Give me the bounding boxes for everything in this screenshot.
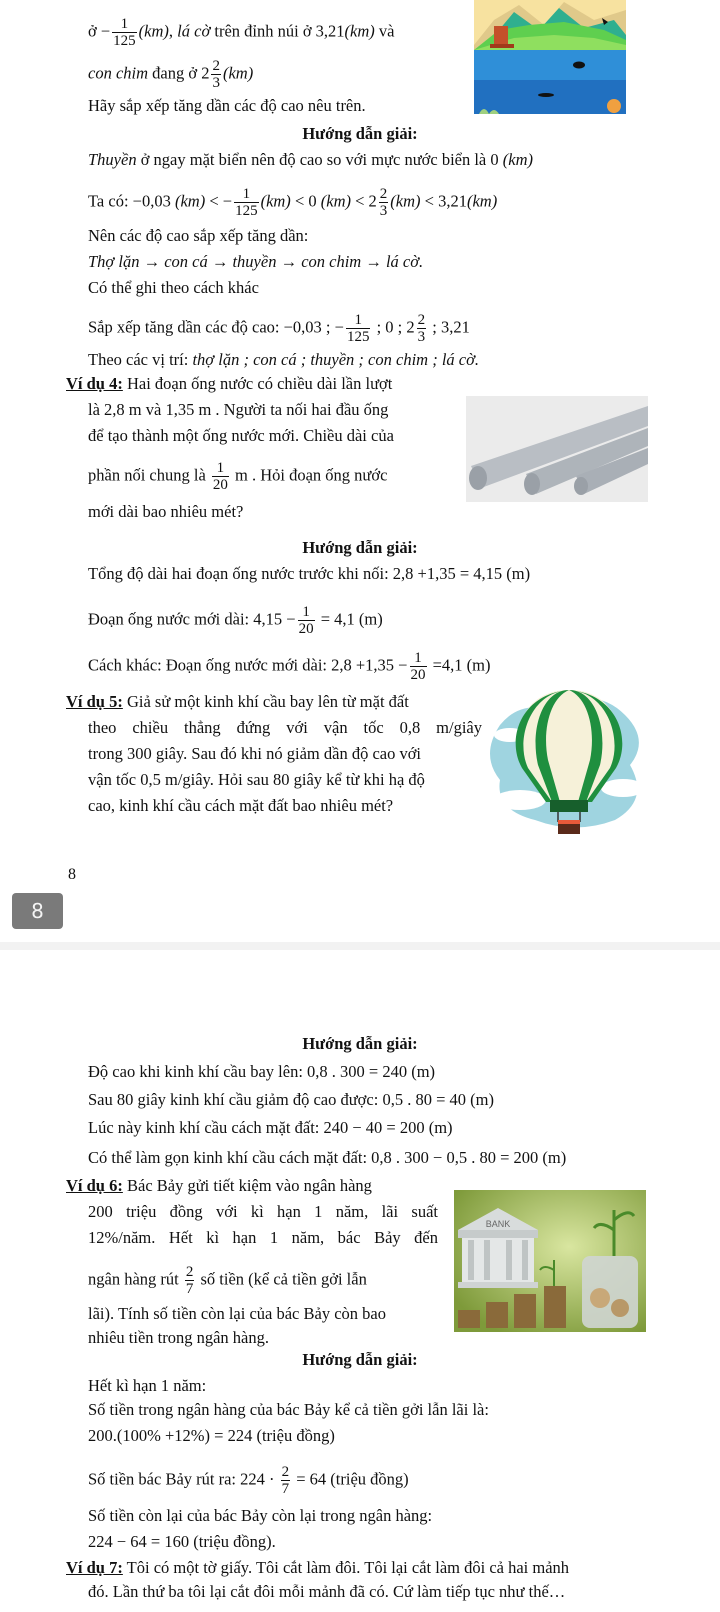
text: ; 0 ; 2: [372, 317, 415, 337]
solution-line: 200.(100% +12%) = 224 (triệu đồng): [88, 1426, 335, 1445]
example-label: Ví dụ 6:: [66, 1176, 123, 1195]
minus-sign: −: [100, 21, 111, 41]
fraction-denominator: 20: [410, 667, 426, 683]
unit: (km): [222, 63, 254, 83]
text: Số tiền bác Bảy rút ra: 224 ·: [88, 1469, 279, 1489]
example-5-line-1: [66, 692, 409, 712]
example-6-line-2: 200 triệu đồng với kì hạn 1 năm, lãi suất: [88, 1202, 438, 1221]
hot-air-balloon-illustration: [490, 680, 648, 838]
text: < 0: [290, 191, 321, 211]
unit: (km): [390, 191, 421, 211]
fraction: [298, 604, 315, 637]
text: Ta có: −0,03: [88, 191, 175, 211]
intro-line-1: [88, 16, 394, 49]
example-5-line-2: theo chiều thẳng đứng với vận tốc 0,8 m/giây: [88, 718, 482, 737]
fraction-denominator: 20: [212, 477, 228, 493]
text: Theo các vị trí:: [88, 350, 193, 369]
example-4-line-5: mới dài bao nhiêu mét?: [88, 502, 244, 521]
fraction: [281, 1464, 291, 1497]
fraction-numerator: 2: [379, 186, 388, 202]
solution-heading: Hướng dẫn giải:: [302, 124, 418, 143]
text: trên đỉnh núi ở 3,21: [210, 21, 345, 41]
fraction-numerator: 2: [281, 1464, 290, 1480]
term-thuyen: Thuyền: [88, 150, 137, 169]
intro-line-2: [88, 58, 253, 91]
solution-line: [88, 350, 479, 370]
text: Hai đoạn ống nước có chiều dài lần lượt: [122, 374, 393, 393]
fraction-denominator: 3: [417, 329, 426, 345]
fraction: [211, 58, 221, 91]
example-5-line-5: cao, kinh khí cầu cách mặt đất bao nhiêu mét?: [88, 796, 394, 815]
order-sequence: Thợ lặn → con cá → thuyền → con chim → lá cờ.: [88, 252, 424, 271]
solution-line: 224 − 64 = 160 (triệu đồng).: [88, 1532, 276, 1551]
solution-line: Số tiền còn lại của bác Bảy còn lại trong ngân hàng:: [88, 1506, 433, 1525]
fraction-numerator: 1: [410, 650, 427, 667]
fraction-denominator: 125: [113, 33, 136, 49]
text: Tôi có một tờ giấy. Tôi cắt làm đôi. Tôi lại cắt làm đôi cả hai mảnh: [122, 1558, 570, 1577]
fraction: [379, 186, 389, 219]
positions-list: thợ lặn ; con cá ; thuyền ; con chim ; lá cờ.: [192, 350, 480, 369]
text: =4,1 (m): [428, 655, 491, 675]
example-5-line-4: vận tốc 0,5 m/giây. Hỏi sau 80 giây kể từ khi hạ độ: [88, 770, 425, 789]
bank-sign: BANK: [485, 1219, 511, 1229]
solution-line: Số tiền trong ngân hàng của bác Bảy kể cả tiền gởi lẫn lãi là:: [88, 1400, 489, 1419]
text: đang ở 2: [148, 63, 210, 83]
inequality-line: [88, 186, 497, 219]
intro-line-3: Hãy sắp xếp tăng dần các độ cao nêu trên.: [88, 96, 366, 115]
text: Đoạn ống nước mới dài: 4,15 −: [88, 609, 296, 629]
example-7-line-2: đó. Lần thứ ba tôi lại cắt đôi mỗi mảnh đã có. Cứ làm tiếp tục như thế…: [88, 1582, 566, 1601]
unit: (km): [466, 191, 498, 211]
fraction-numerator: 1: [346, 312, 371, 329]
fraction: [417, 312, 427, 345]
fraction-numerator: 1: [298, 604, 315, 621]
water-pipes-photo: [466, 396, 648, 502]
example-7-line-1: [66, 1558, 569, 1578]
example-label: Ví dụ 7:: [66, 1558, 123, 1577]
solution-line: Sau 80 giây kinh khí cầu giảm độ cao được: 0,5 . 80 = 40 (m): [88, 1090, 494, 1109]
fraction: [234, 186, 259, 219]
text: ở: [88, 21, 101, 41]
solution-line: Có thể ghi theo cách khác: [88, 278, 259, 297]
fraction-denominator: 7: [281, 1481, 290, 1497]
solution-line: Độ cao khi kinh khí cầu bay lên: 0,8 . 300 = 240 (m): [88, 1062, 436, 1081]
fraction-numerator: 1: [212, 460, 229, 477]
fraction: [346, 312, 371, 345]
term-con-chim: con chim: [88, 63, 149, 83]
example-5-line-3: trong 300 giây. Sau đó khi nó giảm dần độ cao với: [88, 744, 422, 763]
fraction: [185, 1264, 195, 1297]
example-6-line-5: lãi). Tính số tiền còn lại của bác Bảy còn bao: [88, 1304, 386, 1323]
example-4-line-4: [88, 460, 387, 493]
unit: (km): [344, 21, 375, 41]
sorted-values-line: [88, 312, 470, 345]
text: < 3,21: [420, 191, 467, 211]
solution-line: [88, 1464, 409, 1497]
solution-heading: Hướng dẫn giải:: [302, 1034, 418, 1053]
solution-line: Hết kì hạn 1 năm:: [88, 1376, 207, 1395]
page-number: 8: [68, 866, 76, 883]
fraction-numerator: 2: [417, 312, 426, 328]
text: m . Hỏi đoạn ống nước: [230, 465, 388, 485]
solution-line: Có thể làm gọn kinh khí cầu cách mặt đất: 0,8 . 300 − 0,5 . 80 = 200 (m): [88, 1148, 567, 1167]
fraction-denominator: 125: [235, 203, 258, 219]
fraction-denominator: 7: [185, 1281, 194, 1297]
fraction: [112, 16, 137, 49]
fraction-denominator: 3: [379, 203, 388, 219]
fraction-numerator: 1: [112, 16, 137, 33]
text: ngân hàng rút: [88, 1269, 183, 1289]
example-label: Ví dụ 4:: [66, 374, 123, 393]
text: phần nối chung là: [88, 465, 210, 485]
term-la-co: lá cờ: [177, 21, 211, 41]
mountain-sea-illustration: [474, 0, 626, 114]
text: Sắp xếp tăng dần các độ cao: −0,03 ; −: [88, 317, 344, 337]
fraction-numerator: 1: [234, 186, 259, 203]
example-label: Ví dụ 5:: [66, 692, 123, 711]
solution-heading: Hướng dẫn giải:: [302, 1350, 418, 1369]
fraction-denominator: 20: [298, 621, 314, 637]
example-4-line-2: là 2,8 m và 1,35 m . Người ta nối hai đầu ống: [88, 400, 389, 419]
fraction-denominator: 3: [212, 75, 220, 91]
page-badge: 8: [12, 893, 63, 929]
fraction: [410, 650, 427, 683]
text: = 4,1 (m): [316, 609, 383, 629]
example-6-line-1: [66, 1176, 372, 1196]
example-6-line-4: [88, 1264, 367, 1297]
text: Bác Bảy gửi tiết kiệm vào ngân hàng: [122, 1176, 372, 1195]
solution-line: [88, 604, 383, 637]
solution-heading: Hướng dẫn giải:: [302, 538, 418, 557]
example-4-line-1: [66, 374, 392, 394]
solution-line: Nên các độ cao sắp xếp tăng dần:: [88, 226, 309, 245]
fraction-denominator: 125: [346, 329, 370, 345]
text: = 64 (triệu đồng): [292, 1469, 409, 1489]
solution-line: Tổng độ dài hai đoạn ống nước trước khi nối: 2,8 +1,35 = 4,15 (m): [88, 564, 531, 583]
unit: (km): [320, 191, 351, 211]
example-4-line-3: để tạo thành một ống nước mới. Chiều dài của: [88, 426, 394, 445]
unit: (km): [502, 150, 533, 169]
solution-line: [88, 650, 491, 683]
page-separator: [0, 942, 720, 950]
solution-line: [88, 150, 533, 170]
text: ; 3,21: [428, 317, 470, 337]
solution-line: Lúc này kinh khí cầu cách mặt đất: 240 − 40 = 200 (m): [88, 1118, 453, 1137]
example-6-line-3: 12%/năm. Hết kì hạn 1 năm, bác Bảy đến: [88, 1228, 438, 1247]
text: và: [374, 21, 395, 41]
unit: (km): [174, 191, 206, 211]
fraction-numerator: 2: [212, 58, 220, 74]
unit: (km): [260, 191, 291, 211]
unit: (km): [138, 21, 169, 41]
text: số tiền (kể cả tiền gởi lẫn: [196, 1269, 367, 1289]
bank-savings-photo: [454, 1190, 646, 1332]
text: ,: [168, 21, 178, 41]
text: Giả sử một kinh khí cầu bay lên từ mặt đất: [122, 692, 409, 711]
example-6-line-6: nhiêu tiền trong ngân hàng.: [88, 1328, 270, 1347]
text: < 2: [350, 191, 377, 211]
fraction-numerator: 2: [185, 1264, 194, 1280]
text: Cách khác: Đoạn ống nước mới dài: 2,8 +1,35 −: [88, 655, 408, 675]
text: < −: [205, 191, 233, 211]
fraction: [212, 460, 229, 493]
text: ở ngay mặt biển nên độ cao so với mực nước biển là 0: [136, 150, 503, 169]
